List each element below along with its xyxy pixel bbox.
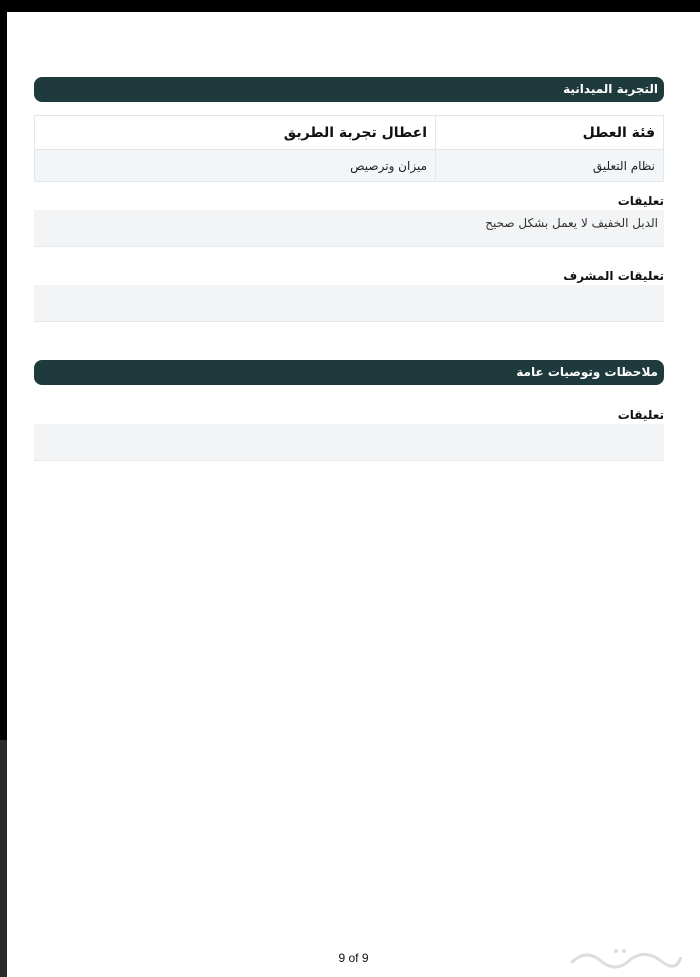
general-comments-label: تعليقات [617, 408, 664, 422]
table-header-row [35, 116, 664, 150]
system-value: ميزان وترصيص [35, 150, 436, 182]
document-page [7, 12, 700, 977]
section-title: ملاحظات وتوصيات عامة [516, 365, 658, 379]
fault-table [34, 115, 664, 182]
supervisor-comments-label: تعليقات المشرف [563, 269, 664, 283]
section-title: التجربة الميدانية [563, 82, 658, 96]
page-indicator: 9 of 9 [338, 951, 369, 965]
supervisor-comments-box [34, 285, 664, 322]
section-header-road-test [34, 77, 664, 102]
section-header-general-notes [34, 360, 664, 385]
fault-category-value: اعطال تجربة الطريق [35, 116, 436, 150]
comments-box: الدبل الخفيف لا يعمل بشكل صحيح [34, 210, 664, 247]
general-comments-box [34, 424, 664, 461]
viewer-scrollbar[interactable] [0, 740, 7, 977]
watermark-logo-icon [566, 943, 686, 973]
fault-category-label: فئة العطل [436, 116, 664, 150]
system-label: نظام التعليق [436, 150, 664, 182]
comments-label: تعليقات [617, 194, 664, 208]
table-row [35, 150, 664, 182]
